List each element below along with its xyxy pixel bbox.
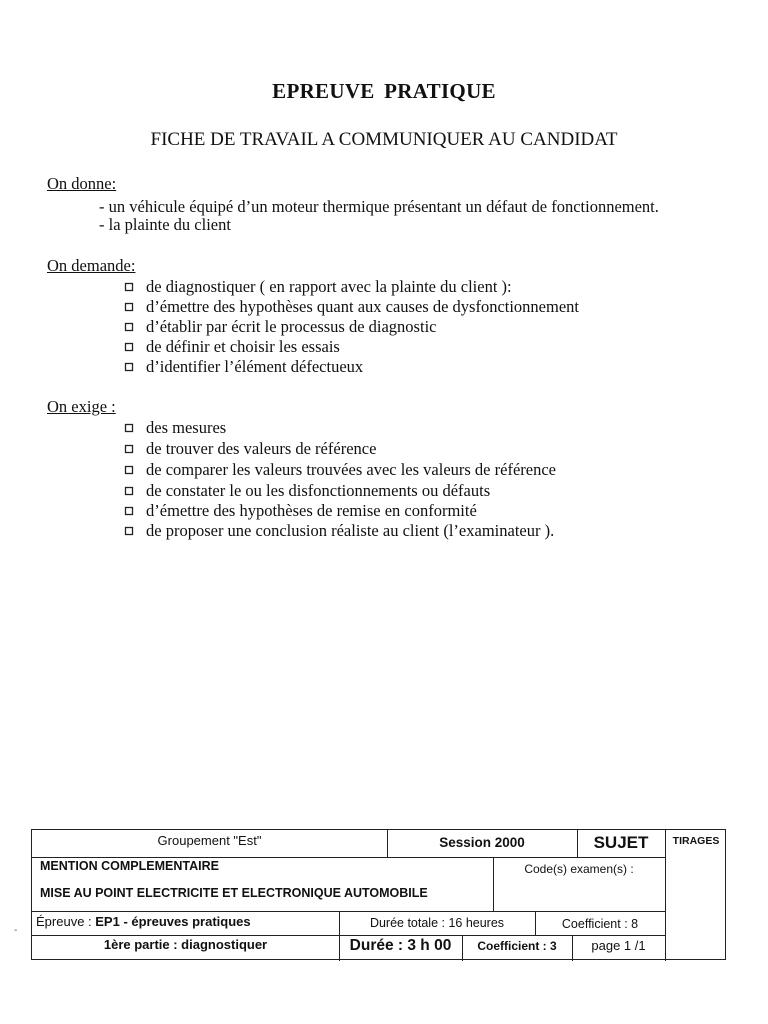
list-item [124,481,490,501]
epreuve-prefix: Épreuve : [36,914,96,929]
coefficient-partie-cell: Coefficient : 3 [477,939,557,953]
exam-info-table [31,829,726,960]
sujet-cell: SUJET [593,833,649,852]
margin-mark: - [14,925,18,936]
on-donne-item: - la plainte du client [99,215,231,234]
checkbox-bullet-icon [124,506,135,517]
list-item [124,460,556,480]
duree-cell: Durée : 3 h 00 [349,937,452,954]
checkbox-bullet-icon [124,486,135,497]
list-item [124,439,376,459]
list-item [124,277,512,297]
list-item [124,521,554,541]
list-item [124,418,226,438]
epreuve-cell [36,914,251,929]
duree-totale-cell: Durée totale : 16 heures [369,916,505,930]
list-item [124,317,436,337]
on-demande-label: On demande: [47,256,136,275]
checkbox-bullet-icon [124,282,135,293]
mention-cell: MENTION COMPLEMENTAIRE [40,859,219,873]
groupement-cell: Groupement "Est" [157,833,262,848]
tirages-cell: TIRAGES [672,835,720,847]
list-item-text: d’identifier l’élément défectueux [146,357,364,376]
list-item-text: de proposer une conclusion réaliste au client (l’examinateur ). [146,521,555,540]
document-title: EPREUVE PRATIQUE [272,79,496,103]
checkbox-bullet-icon [124,465,135,476]
list-item-text: d’établir par écrit le processus de diagnostic [146,317,437,336]
list-item [124,501,477,521]
checkbox-bullet-icon [124,302,135,313]
coefficient-total-cell: Coefficient : 8 [561,917,639,931]
page-number-cell: page 1 /1 [591,938,646,953]
on-donne-item: - un véhicule équipé d’un moteur thermique présentant un défaut de fonctionnement. [99,197,659,216]
list-item-text: de trouver des valeurs de référence [146,439,377,458]
codes-examen-cell: Code(s) examen(s) : [524,862,634,876]
epreuve-name: EP1 - épreuves pratiques [95,914,251,929]
list-item [124,297,579,317]
list-item-text: de comparer les valeurs trouvées avec les valeurs de référence [146,460,556,479]
checkbox-bullet-icon [124,444,135,455]
list-item [124,357,363,377]
list-item-text: d’émettre des hypothèses quant aux causes de dysfonctionnement [146,297,579,316]
checkbox-bullet-icon [124,526,135,537]
checkbox-bullet-icon [124,362,135,373]
checkbox-bullet-icon [124,342,135,353]
list-item-text: de définir et choisir les essais [146,337,340,356]
list-item [124,337,340,357]
list-item-text: des mesures [146,418,227,437]
specialite-cell: MISE AU POINT ELECTRICITE ET ELECTRONIQUE AUTOMOBILE [40,886,428,900]
on-exige-label: On exige : [47,397,116,416]
list-item-text: de diagnostiquer ( en rapport avec la plainte du client ): [146,277,512,296]
session-cell: Session 2000 [439,835,525,850]
checkbox-bullet-icon [124,423,135,434]
list-item-text: d’émettre des hypothèses de remise en conformité [146,501,477,520]
list-item-text: de constater le ou les disfonctionnements ou défauts [146,481,491,500]
on-donne-label: On donne: [47,174,117,193]
checkbox-bullet-icon [124,322,135,333]
partie-cell: 1ère partie : diagnostiquer [103,937,268,952]
document-subtitle: FICHE DE TRAVAIL A COMMUNIQUER AU CANDIDAT [150,129,618,150]
